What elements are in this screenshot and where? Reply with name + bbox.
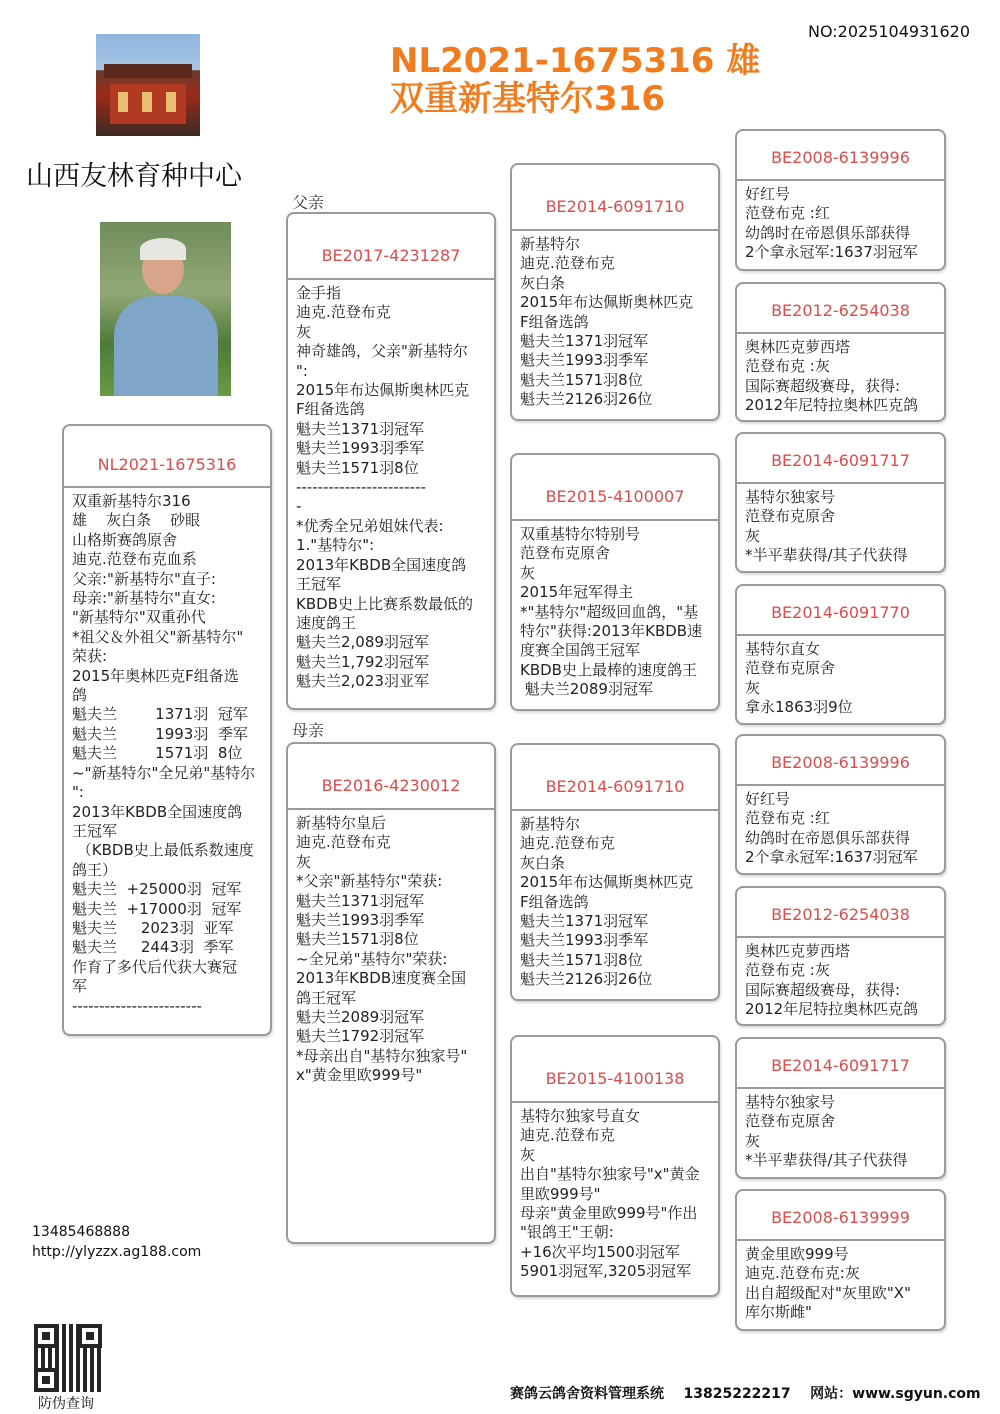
grandparent-details: 新基特尔 迪克.范登布克 灰白条 2015年布达佩斯奥林匹克 F组备选鸽 魁夫兰1371羽冠军 魁夫兰1993羽季军 魁夫兰1571羽8位 魁夫兰2126羽26位 (520, 235, 694, 409)
great-grandparent-details: 基特尔独家号 范登布克原舍 灰 *半平辈获得/其子代获得 (745, 1093, 908, 1170)
great-grandparent-card (735, 282, 946, 422)
qr-code-icon[interactable] (34, 1324, 102, 1392)
qr-label: 防伪查询 (38, 1396, 94, 1412)
mother-card (286, 742, 496, 1244)
mother-ring: BE2016-4230012 (288, 744, 494, 810)
grandparent-details: 新基特尔 迪克.范登布克 灰白条 2015年布达佩斯奥林匹克 F组备选鸽 魁夫兰1371羽冠军 魁夫兰1993羽季军 魁夫兰1571羽8位 魁夫兰2126羽26位 (520, 815, 694, 989)
father-ring: BE2017-4231287 (288, 214, 494, 280)
great-grandparent-card (735, 886, 946, 1026)
father-details: 金手指 迪克.范登布克 灰 神奇雄鸽，父亲"新基特尔 ": 2015年布达佩斯奥林匹克 F组备选鸽 魁夫兰1371羽冠军 魁夫兰1993羽季军 魁夫兰1571羽8位 ------------------------ - *优秀全兄弟姐妹代表: 1."基特尔": 2013年KBDB全国速度鸽 王冠军 KBDB史上比赛系数最低的 速度鸽王 魁夫兰2,089羽冠军 魁夫兰1,792羽冠军 魁夫兰2,023羽亚军 (296, 284, 473, 691)
great-grandparent-card (735, 432, 946, 573)
great-grandparent-ring: BE2008-6139996 (737, 736, 944, 786)
contact-url[interactable]: http://ylyzzx.ag188.com (32, 1244, 202, 1260)
great-grandparent-card (735, 129, 946, 271)
title-pigeon-name: 双重新基特尔316 (390, 79, 665, 119)
grandparent-card (510, 453, 720, 711)
footer-text: 赛鸽云鸽舍资料管理系统 13825222217 网站：www.sgyun.com (510, 1386, 981, 1402)
title-ring-number: NL2021-1675316 雄 (390, 41, 761, 81)
great-grandparent-details: 基特尔直女 范登布克原舍 灰 拿永1863羽9位 (745, 640, 853, 717)
mother-details: 新基特尔皇后 迪克.范登布克 灰 *父亲"新基特尔"荣获: 魁夫兰1371羽冠军 魁夫兰1993羽季军 魁夫兰1571羽8位 ~全兄弟"基特尔"荣获: 2013年KBDB速度赛全国 鸽王冠军 魁夫兰2089羽冠军 魁夫兰1792羽冠军 *母亲出自"基特尔独家号" x"黄金里欧999号" (296, 814, 468, 1085)
grandparent-details: 基特尔独家号直女 迪克.范登布克 灰 出自"基特尔独家号"x"黄金 里欧999号" 母亲"黄金里欧999号"作出 "银鸽王"王朝: +16次平均1500羽冠军 5901羽冠军,3205羽冠军 (520, 1107, 700, 1281)
breeder-photo (100, 222, 231, 396)
father-card (286, 212, 496, 710)
great-grandparent-ring: BE2014-6091717 (737, 1039, 944, 1089)
contact-info (32, 1222, 201, 1262)
great-grandparent-card (735, 1189, 946, 1331)
grandparent-card (510, 743, 720, 1001)
great-grandparent-ring: BE2012-6254038 (737, 284, 944, 334)
grandparent-card (510, 163, 720, 421)
great-grandparent-details: 奥林匹克萝西塔 范登布克 :灰 国际赛超级赛母，获得: 2012年尼特拉奥林匹克鸽 (745, 338, 919, 415)
grandparent-ring: BE2015-4100138 (512, 1037, 718, 1103)
father-label: 父亲 (292, 193, 325, 212)
grandparent-ring: BE2014-6091710 (512, 165, 718, 231)
great-grandparent-details: 好红号 范登布克 :红 幼鸽时在帝恩俱乐部获得 2个拿永冠军:1637羽冠军 (745, 790, 918, 867)
great-grandparent-ring: BE2014-6091717 (737, 434, 944, 484)
grandparent-details: 双重基特尔特别号 范登布克原舍 灰 2015年冠军得主 *"基特尔"超级回血鸽，"基 特尔"获得:2013年KBDB速 度赛全国鸽王冠军 KBDB史上最棒的速度鸽王 魁夫兰2089羽冠军 (520, 525, 703, 699)
subject-ring: NL2021-1675316 (64, 426, 270, 488)
subject-card (62, 424, 272, 1036)
subject-details: 双重新基特尔316 雄 灰白条 砂眼 山格斯赛鸽原舍 迪克.范登布克血系 父亲:"新基特尔"直子: 母亲:"新基特尔"直女: "新基特尔"双重孙代 *祖父＆外祖父"新基特尔" 荣获: 2015年奥林匹克F组备选 鸽 魁夫兰 1371羽 冠军 魁夫兰 1993羽 季军 魁夫兰 1571羽 8位 ~"新基特尔"全兄弟"基特尔 ": 2013年KBDB全国速度鸽 王冠军 （KBDB史上最低系数速度 鸽王） 魁夫兰 +25000羽 冠军 魁夫兰 +17000羽 冠军 魁夫兰 2023羽 亚军 魁夫兰 2443羽 季军 作育了多代后代获大赛冠 军 ------------------------ (72, 492, 256, 1015)
loft-photo (96, 34, 200, 136)
certificate-number: NO:2025104931620 (807, 22, 970, 41)
grandparent-ring: BE2014-6091710 (512, 745, 718, 811)
mother-label: 母亲 (292, 721, 325, 740)
contact-phone: 13485468888 (32, 1224, 130, 1240)
great-grandparent-card (735, 1037, 946, 1179)
great-grandparent-ring: BE2012-6254038 (737, 888, 944, 938)
great-grandparent-card (735, 584, 946, 725)
great-grandparent-ring: BE2008-6139999 (737, 1191, 944, 1241)
great-grandparent-details: 好红号 范登布克 :红 幼鸽时在帝恩俱乐部获得 2个拿永冠军:1637羽冠军 (745, 185, 918, 262)
grandparent-card (510, 1035, 720, 1297)
pedigree-title (390, 42, 760, 118)
great-grandparent-ring: BE2014-6091770 (737, 586, 944, 636)
great-grandparent-card (735, 734, 946, 875)
great-grandparent-details: 奥林匹克萝西塔 范登布克 :灰 国际赛超级赛母，获得: 2012年尼特拉奥林匹克鸽 (745, 942, 919, 1019)
great-grandparent-details: 基特尔独家号 范登布克原舍 灰 *半平辈获得/其子代获得 (745, 488, 908, 565)
grandparent-ring: BE2015-4100007 (512, 455, 718, 521)
organization-name: 山西友林育种中心 (26, 161, 242, 192)
great-grandparent-details: 黄金里欧999号 迪克.范登布克:灰 出自超级配对"灰里欧"X" 库尔斯雌" (745, 1245, 911, 1322)
great-grandparent-ring: BE2008-6139996 (737, 131, 944, 181)
